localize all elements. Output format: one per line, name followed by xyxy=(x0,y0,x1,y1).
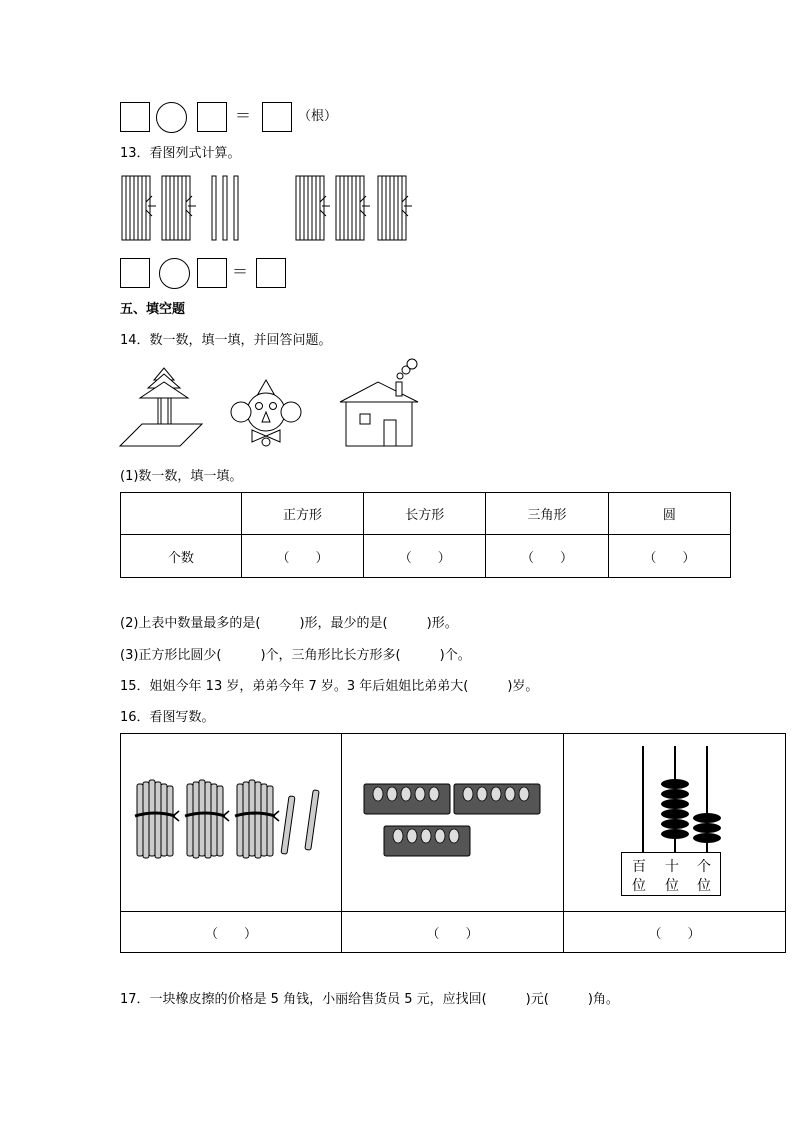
abacus-label-box xyxy=(621,852,721,896)
label-ones-2: 位 xyxy=(696,878,711,894)
answer-sticks[interactable]: （ ） xyxy=(121,912,342,953)
question-13-title: 13．看图列式计算。 xyxy=(120,146,241,161)
label-tens-1: 十 xyxy=(664,859,679,875)
stick-bundles-illustration xyxy=(135,778,335,868)
question-16-title: 16．看图写数。 xyxy=(120,710,215,725)
answer-abacus[interactable]: （ ） xyxy=(563,912,785,953)
question-17: 17．一块橡皮擦的价格是 5 角钱，小丽给售货员 5 元，应找回( )元( )角。 xyxy=(120,992,619,1007)
egg-trays-illustration xyxy=(362,780,552,870)
answer-eggs[interactable]: （ ） xyxy=(342,912,564,953)
abacus xyxy=(621,742,731,902)
unit-label: （根） xyxy=(298,109,338,124)
section-title: 五、填空题 xyxy=(120,302,186,317)
equals-sign: ＝ xyxy=(235,106,252,125)
table-answer-square[interactable]: （ ） xyxy=(241,535,363,578)
cell-egg-trays xyxy=(342,734,564,912)
question-15: 15．姐姐今年 13 岁，弟弟今年 7 岁。3 年后姐姐比弟弟大( )岁。 xyxy=(120,679,539,694)
write-number-table xyxy=(120,733,786,953)
table-header-circle: 圆 xyxy=(608,493,730,535)
table-answer-rectangle[interactable]: （ ） xyxy=(364,535,486,578)
operator-circle-q13[interactable] xyxy=(159,258,190,289)
abacus-rods xyxy=(621,742,731,852)
shapes-illustration xyxy=(118,360,428,455)
answer-box-1[interactable] xyxy=(120,102,150,132)
answer-box-q13-result[interactable] xyxy=(256,258,286,288)
cell-sticks xyxy=(121,734,342,912)
table-header-blank xyxy=(121,493,242,535)
operator-circle[interactable] xyxy=(156,102,187,133)
label-ones-1: 个 xyxy=(696,859,711,875)
answer-box-q13-1[interactable] xyxy=(120,258,150,288)
sticks-illustration xyxy=(120,172,420,242)
question-14-title: 14．数一数，填一填，并回答问题。 xyxy=(120,333,332,348)
cell-abacus xyxy=(563,734,785,912)
table-answer-circle[interactable]: （ ） xyxy=(608,535,730,578)
table-header-rectangle: 长方形 xyxy=(364,493,486,535)
table-header-triangle: 三角形 xyxy=(486,493,608,535)
table-answer-triangle[interactable]: （ ） xyxy=(486,535,608,578)
label-tens-2: 位 xyxy=(664,878,679,894)
equals-sign-q13: ＝ xyxy=(232,262,249,281)
label-hundreds-1: 百 xyxy=(631,859,646,875)
count-table xyxy=(120,492,731,578)
table-row-label: 个数 xyxy=(121,535,242,578)
table-header-square: 正方形 xyxy=(241,493,363,535)
answer-box-result[interactable] xyxy=(262,102,292,132)
question-14-sub1: (1)数一数，填一填。 xyxy=(120,469,243,484)
answer-box-q13-2[interactable] xyxy=(197,258,227,288)
question-14-sub2: (2)上表中数量最多的是( )形，最少的是( )形。 xyxy=(120,616,458,631)
question-14-sub3: (3)正方形比圆少( )个，三角形比长方形多( )个。 xyxy=(120,648,471,663)
label-hundreds-2: 位 xyxy=(631,878,646,894)
answer-box-2[interactable] xyxy=(197,102,227,132)
